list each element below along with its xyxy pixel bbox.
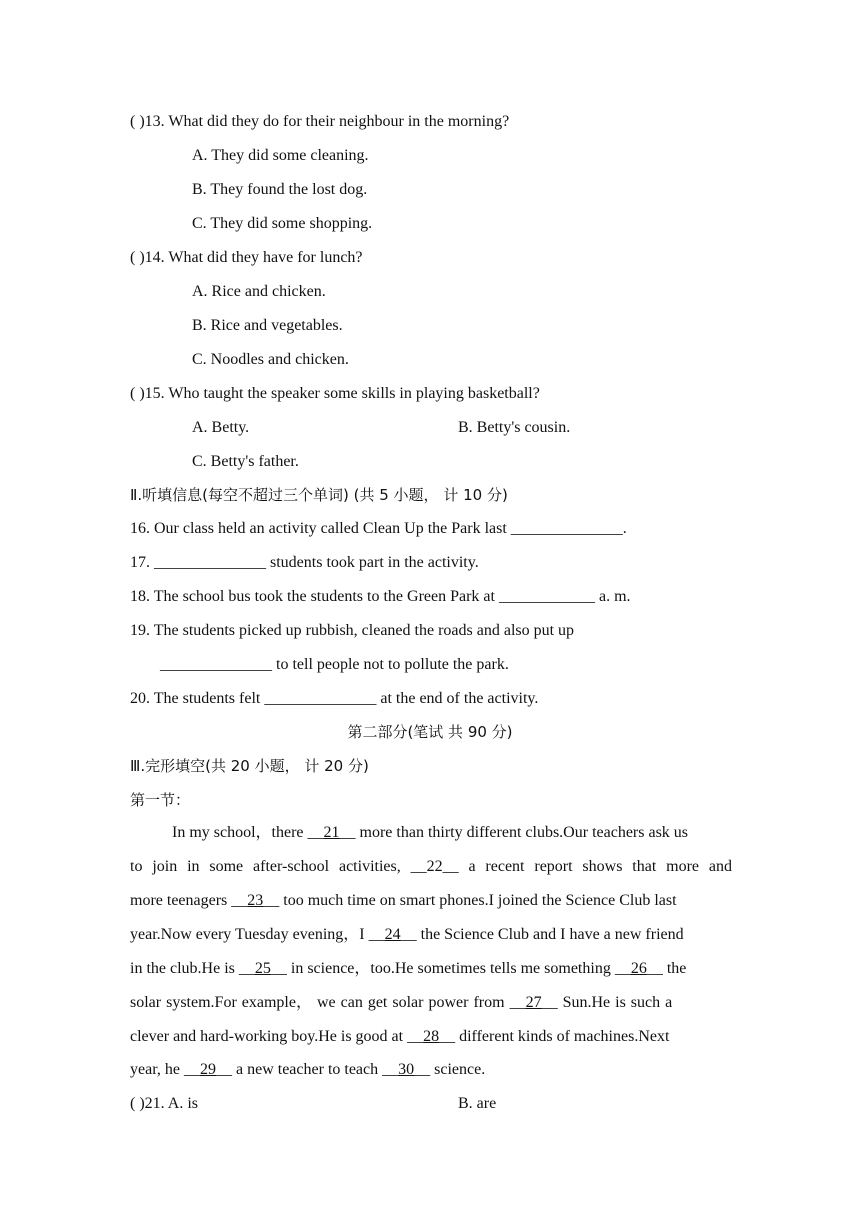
passage-line-3: more teenagers __23__ too much time on smart phones.I joined the Science Club last [130, 892, 677, 909]
section-3-heading: Ⅲ.完形填空(共 20 小题， 计 20 分) [130, 757, 369, 775]
question-14-stem: ( )14. What did they have for lunch? [130, 249, 363, 266]
q15-option-a: A. Betty. [192, 419, 250, 436]
q14-option-b: B. Rice and vegetables. [192, 317, 343, 334]
q13-option-c: C. They did some shopping. [192, 215, 373, 232]
fill-item-17: 17. ______________ students took part in the activity. [130, 554, 479, 571]
blank-23: 23 [247, 892, 264, 909]
passage-line-4: year.Now every Tuesday evening，I __24__ the Science Club and I have a new friend [130, 926, 684, 943]
passage-line-7: clever and hard-working boy.He is good at __28__ different kinds of machines.Next [130, 1028, 670, 1045]
fill-item-16: 16. Our class held an activity called Clean Up the Park last ______________. [130, 520, 627, 537]
blank-25: 25 [254, 960, 271, 977]
blank-21: 21 [323, 824, 340, 841]
q15-option-c: C. Betty's father. [192, 453, 299, 470]
question-21-stem: ( )21. A. is [130, 1095, 198, 1112]
blank-24: 24 [384, 926, 401, 943]
question-15-stem: ( )15. Who taught the speaker some skills in playing basketball? [130, 385, 540, 402]
passage-line-5: in the club.He is __25__ in science，too.He sometimes tells me something __26__ the [130, 960, 687, 977]
passage-line-2: to join in some after-school activities, __22__ a recent report shows that more and [130, 858, 732, 875]
passage-line-8: year, he __29__ a new teacher to teach __30__ science. [130, 1061, 486, 1078]
blank-30: 30 [398, 1061, 415, 1078]
q14-option-c: C. Noodles and chicken. [192, 351, 349, 368]
blank-22: __22__ [410, 858, 459, 875]
q21-option-b: B. are [458, 1095, 497, 1112]
fill-item-19: 19. The students picked up rubbish, cleaned the roads and also put up [130, 622, 575, 639]
blank-28: 28 [423, 1028, 440, 1045]
passage-line-1: In my school，there __21__ more than thirty different clubs.Our teachers ask us [172, 824, 689, 841]
blank-29: 29 [200, 1061, 216, 1078]
part-2-heading: 第二部分(笔试 共 90 分) [347, 723, 513, 741]
passage-line-6: solar system.For example， we can get solar power from __27__ Sun.He is such a [130, 994, 673, 1011]
fill-item-18: 18. The school bus took the students to the Green Park at ____________ a. m. [130, 588, 631, 605]
section-3-subheading: 第一节： [130, 791, 191, 809]
q14-option-a: A. Rice and chicken. [192, 283, 326, 300]
q15-option-b: B. Betty's cousin. [458, 419, 571, 436]
fill-item-19-continued: ______________ to tell people not to pollute the park. [160, 656, 509, 673]
section-2-heading: Ⅱ.听填信息(每空不超过三个单词) (共 5 小题， 计 10 分) [130, 486, 508, 504]
q13-option-a: A. They did some cleaning. [192, 147, 369, 164]
blank-27: 27 [525, 994, 542, 1011]
question-13-stem: ( )13. What did they do for their neighbour in the morning? [130, 113, 510, 130]
q13-option-b: B. They found the lost dog. [192, 181, 368, 198]
fill-item-20: 20. The students felt ______________ at the end of the activity. [130, 690, 539, 707]
blank-26: 26 [630, 960, 647, 977]
